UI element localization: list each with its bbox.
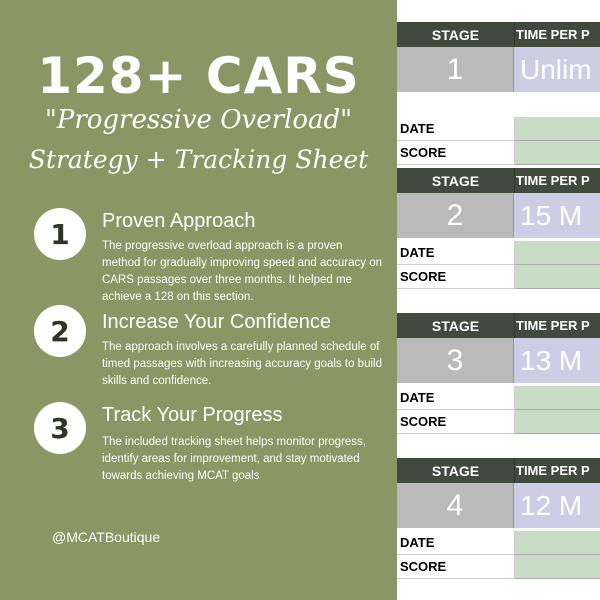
date-label: DATE <box>397 531 515 555</box>
time-header: TIME PER P <box>516 463 590 478</box>
score-row <box>397 141 600 164</box>
score-label: SCORE <box>397 141 515 165</box>
time-header: TIME PER P <box>516 318 590 333</box>
step-1-badge: 1 <box>34 208 86 260</box>
time-cell[interactable]: 15 M <box>514 193 600 238</box>
stage-number-cell[interactable]: 2 <box>397 193 514 238</box>
score-row <box>397 410 600 433</box>
page-subtitle: "Progressive Overload" <box>44 105 353 135</box>
stage-header: STAGE <box>397 313 515 338</box>
date-label: DATE <box>397 386 515 410</box>
page-title: 128+ CARS <box>37 47 360 105</box>
date-row <box>397 241 600 264</box>
score-row <box>397 265 600 288</box>
score-label: SCORE <box>397 555 515 579</box>
date-row <box>397 386 600 409</box>
date-cell[interactable] <box>515 241 600 265</box>
step-2-badge: 2 <box>34 305 86 357</box>
score-cell[interactable] <box>515 410 600 434</box>
time-cell[interactable]: Unlim <box>514 47 600 92</box>
score-label: SCORE <box>397 410 515 434</box>
date-label: DATE <box>397 241 515 265</box>
stage-header-row <box>397 313 600 338</box>
step-3-body: The included tracking sheet helps monitor progress, identify areas for improvement, and stay motivated towards achieving MCAT goals <box>102 436 367 482</box>
time-cell[interactable]: 12 M <box>514 483 600 528</box>
stage-number-cell[interactable]: 3 <box>397 338 514 383</box>
date-cell[interactable] <box>515 117 600 141</box>
step-3-heading: Track Your Progress <box>102 404 283 426</box>
stage-header-row <box>397 168 600 193</box>
stage-header-row <box>397 22 600 47</box>
score-cell[interactable] <box>515 555 600 579</box>
step-1-heading: Proven Approach <box>102 210 256 232</box>
score-row <box>397 555 600 578</box>
date-row <box>397 531 600 554</box>
tracking-sheet <box>397 0 600 600</box>
step-1-body: The progressive overload approach is a proven method for gradually improving speed and accuracy on CARS passages over three months. It helped me achieve a 128 on this section. <box>102 240 382 303</box>
date-cell[interactable] <box>515 386 600 410</box>
date-row <box>397 117 600 140</box>
step-3-badge: 3 <box>34 402 86 454</box>
score-cell[interactable] <box>515 265 600 289</box>
time-header: TIME PER P <box>516 173 590 188</box>
score-label: SCORE <box>397 265 515 289</box>
step-2-heading: Increase Your Confidence <box>102 311 332 333</box>
stage-number-cell[interactable]: 1 <box>397 47 514 92</box>
stage-header: STAGE <box>397 22 515 47</box>
date-cell[interactable] <box>515 531 600 555</box>
date-label: DATE <box>397 117 515 141</box>
time-cell[interactable]: 13 M <box>514 338 600 383</box>
page-subtitle-2: Strategy + Tracking Sheet <box>28 145 369 174</box>
stage-header: STAGE <box>397 168 515 193</box>
stage-header-row <box>397 458 600 483</box>
time-header: TIME PER P <box>516 27 590 42</box>
score-cell[interactable] <box>515 141 600 165</box>
stage-number-cell[interactable]: 4 <box>397 483 514 528</box>
social-handle: @MCATBoutique <box>52 529 161 545</box>
stage-header: STAGE <box>397 458 515 483</box>
step-2-body: The approach involves a carefully planned schedule of timed passages with increasing accuracy goals to build skills and confidence. <box>102 341 382 387</box>
